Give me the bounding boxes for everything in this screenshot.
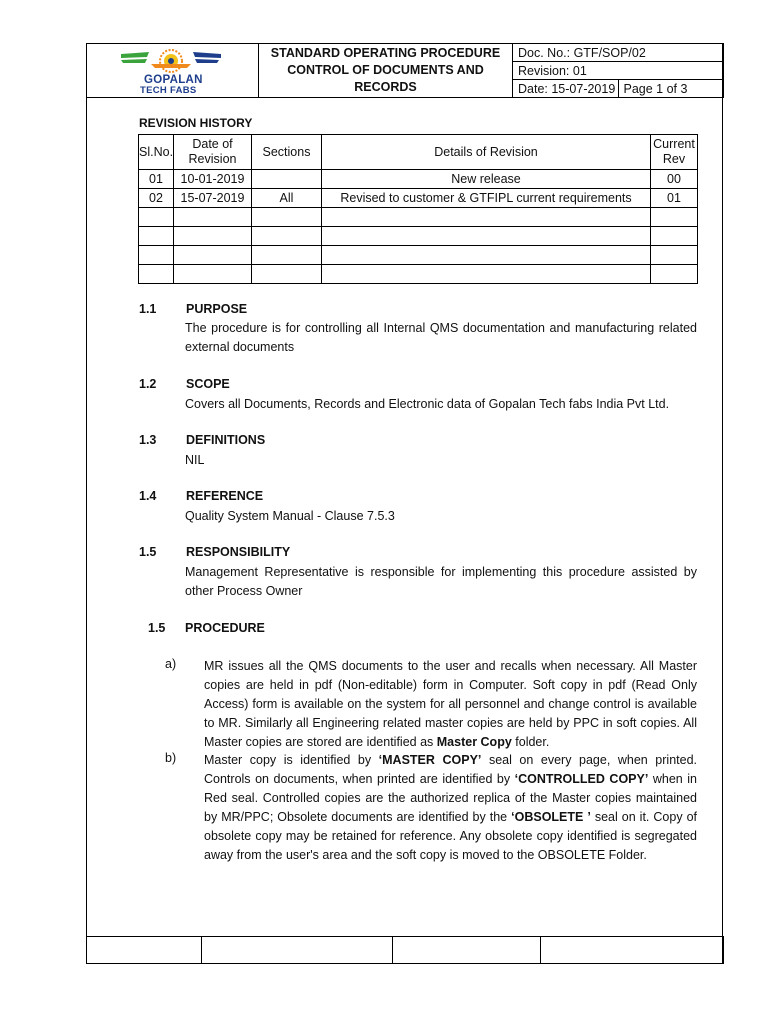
table-cell: [252, 170, 322, 189]
page-number: Page 1 of 3: [618, 80, 724, 98]
document-header: [86, 43, 724, 98]
table-row: [139, 208, 698, 227]
table-cell: 01: [139, 170, 174, 189]
section-heading-reference: REFERENCE: [186, 489, 264, 503]
list-item-label: a): [165, 657, 177, 671]
list-item-label: b): [165, 751, 177, 765]
table-row: [139, 246, 698, 265]
section-text-purpose: The procedure is for controlling all Internal QMS documentation and manufacturing related external documents: [185, 321, 697, 354]
document-date: Date: 15-07-2019: [513, 80, 619, 98]
logo-text-line1: GOPALAN: [144, 74, 203, 86]
section-text-definitions: NIL: [185, 453, 205, 467]
logo-text-line2: TECH FABS: [140, 85, 197, 96]
section-heading-scope: SCOPE: [186, 377, 230, 391]
title-line2: CONTROL OF DOCUMENTS AND: [287, 63, 484, 77]
section-text-reference: Quality System Manual - Clause 7.5.3: [185, 509, 395, 523]
table-cell: 02: [139, 189, 174, 208]
revision-history-title: REVISION HISTORY: [139, 116, 253, 130]
column-header: Sections: [252, 135, 322, 170]
table-header-row: [139, 135, 698, 170]
table-cell: New release: [322, 170, 651, 189]
revision-history-table: [138, 134, 698, 284]
table-cell: Revised to customer & GTFIPL current requirements: [322, 189, 651, 208]
sunburst-logo-icon: [121, 48, 221, 74]
document-footer: [86, 936, 724, 964]
procedure-item-b: Master copy is identified by ‘MASTER COPY’ seal on every page, when printed. Controls on documents, when printed are identified by ‘CONTROLLED COPY’ when in Red seal. Controlled copies are the authorized replica of the Master copies maintained by MR/PPC; Obsolete documents are identified by the ‘OBSOLETE ’ seal on it. Copy of obsolete copy may be retained for reference. Any obsolete copy identified is segregated away from the user's area and the soft copy is moved to the OBSOLETE Folder.: [204, 753, 697, 862]
column-header: Sl.No.: [139, 135, 174, 170]
section-number: 1.3: [139, 433, 157, 447]
section-heading-definitions: DEFINITIONS: [186, 433, 266, 447]
title-line3: RECORDS: [354, 80, 417, 94]
section-number: 1.2: [139, 377, 157, 391]
section-number: 1.4: [139, 489, 157, 503]
table-cell: 01: [651, 189, 698, 208]
section-number: 1.5: [139, 545, 157, 559]
section-heading-purpose: PURPOSE: [186, 302, 248, 316]
table-cell: 10-01-2019: [174, 170, 252, 189]
table-row: [139, 227, 698, 246]
section-number: 1.1: [139, 302, 157, 316]
document-title: [259, 44, 513, 98]
procedure-item-a: MR issues all the QMS documents to the user and recalls when necessary. All Master copies are held in pdf (Non-editable) form in Computer. Soft copy in pdf (Read Only Access) form is available on the system for all personnel and change control is available to MR. Similarly all Engineering related master copies are held by PPC in soft copies. All Master copies are stored are identified as Master Copy folder.: [204, 659, 697, 749]
title-line1: STANDARD OPERATING PROCEDURE: [270, 46, 501, 60]
revision-number: Revision: 01: [513, 62, 724, 80]
table-cell: 00: [651, 170, 698, 189]
section-text-responsibility: Management Representative is responsible for implementing this procedure assisted by other Process Owner: [185, 565, 697, 598]
table-cell: All: [252, 189, 322, 208]
section-heading-procedure: PROCEDURE: [185, 621, 265, 635]
company-logo: [87, 44, 258, 97]
column-header: Details of Revision: [322, 135, 651, 170]
logo-cell: [87, 44, 259, 98]
column-header: Date of Revision: [174, 135, 252, 170]
section-number: 1.5: [148, 621, 166, 635]
table-row: [139, 189, 698, 208]
table-row: [139, 170, 698, 189]
table-cell: 15-07-2019: [174, 189, 252, 208]
section-heading-responsibility: RESPONSIBILITY: [186, 545, 291, 559]
column-header: Current Rev: [651, 135, 698, 170]
section-text-scope: Covers all Documents, Records and Electronic data of Gopalan Tech fabs India Pvt Ltd.: [185, 397, 670, 411]
doc-number: Doc. No.: GTF/SOP/02: [513, 44, 724, 62]
table-row: [139, 265, 698, 284]
